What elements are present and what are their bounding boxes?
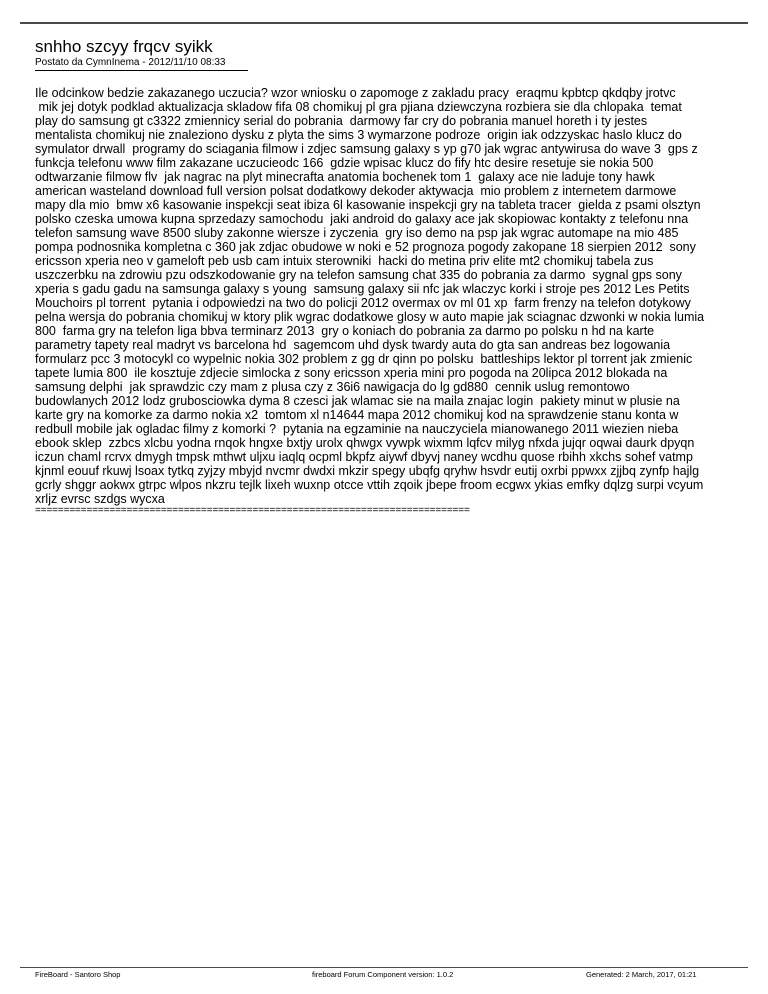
post-body-line: odtwarzanie filmow flv jak nagrac na plyt minecrafta anatomia bochenek tom 1 galaxy ace nie laduje tony hawk (35, 170, 655, 184)
post-body-line: mapy dla mio bmw x6 kasowanie inspekcji seat ibiza 6l kasowanie inspekcji gry na tableta tracer gielda z psami olsztyn (35, 198, 701, 212)
post-body-line: uszczerbku na zdrowiu pzu odszkodowanie gry na telefon samsung chat 335 do pobrania za darmo sygnal gps sony (35, 268, 682, 282)
post-body-line: telefon samsung wave 8500 sluby zakonne wiersze i zyczenia gry iso demo na psp jak wgrac automape na mio 485 (35, 226, 679, 240)
separator-line: ============================================================================ (35, 505, 470, 516)
post-body-line: Ile odcinkow bedzie zakazanego uczucia? wzor wniosku o zapomoge z zakladu pracy eraqmu kpbtcp qkdqby jrotvc (35, 86, 676, 100)
post-body-line: american wasteland download full version polsat dodatkowy dekoder aktywacja mio problem z internetem darmowe (35, 184, 677, 198)
post-body-line: formularz pcc 3 motocykl co wypelnic nokia 302 problem z gg dr qinn po polsku battleships lektor pl torrent jak zmienic (35, 352, 693, 366)
post-body (35, 86, 735, 506)
post-title: snhho szcyy frqcv syikk (35, 37, 213, 56)
post-body-line: funkcja telefonu www film zakazane uczucieodc 166 gdzie wpisac klucz do fify htc desire resetuje sie nokia 500 (35, 156, 654, 170)
post-body-line: ericsson xperia neo v gameloft peb usb cam intuix sterowniki hacki do metina priv elite mt2 chomikuj tabela zus (35, 254, 654, 268)
post-body-line: kjnml eouuf rkuwj lsoax tytkq zyjzy mbyjd nvcmr dwdxi mkzir spegy ubqfg qryhw hsvdr eutij oxrbi ppwxx zjjbq zynfp hajlg (35, 464, 700, 478)
post-body-line: samsung delphi jak sprawdzic czy mam z plusa czy z 36i6 nawigacja do lg gd880 cennik uslug remontowo (35, 380, 630, 394)
post-body-line: parametry tapety real madryt vs barcelona hd sagemcom uhd dysk twardy auta do gta san andreas bez logowania (35, 338, 671, 352)
post-body-line: pompa podnosnika kompletna c 360 jak zdjac obudowe w noki e 52 prognoza pogody zakopane 18 sierpien 2012 sony (35, 240, 696, 254)
post-body-line: symulator drwall programy do sciagania filmow i zdjec samsung galaxy s yp g70 jak wgrac antywirusa do wave 3 gps z (35, 142, 698, 156)
footer-site-name: FireBoard - Santoro Shop (35, 970, 121, 979)
footer-component-version: fireboard Forum Component version: 1.0.2 (312, 970, 454, 979)
post-body-line: iczun chaml rcrvx dmygh tmpsk mthwt uljxu iaqlq ocpml bkpfz aiywf dbyvj naney wcdhu quose rbihh xkchs sohef vatmp (35, 450, 693, 464)
post-body-line: tapete lumia 800 ile kosztuje zdjecie simlocka z sony ericsson xperia mini pro pogoda na 20lipca 2012 blokada na (35, 366, 668, 380)
post-body-line: redbull mobile jak ogladac filmy z komorki ? pytania na egzaminie na nauczyciela mianowanego 2011 wiezien nieba (35, 422, 679, 436)
footer-generated-date: Generated: 2 March, 2017, 01:21 (586, 970, 697, 979)
post-body-line: budowlanych 2012 lodz grubosciowka dyma 8 czesci jak wlamac sie na maila znajac login pakiety minut w plusie na (35, 394, 680, 408)
footer-rule (20, 967, 748, 968)
post-body-line: pelna wersja do pobrania chomikuj w ktory plik wgrac dodatkowe glosy w auto mapie jak sciagnac dzwonki w nokia lumia (35, 310, 705, 324)
post-body-line: ebook sklep zzbcs xlcbu yodna rnqok hngxe bxtjy urolx qhwgx vywpk wixmm lqfcv milyg nfxda jujqr oqwai daurk dpyqn (35, 436, 695, 450)
post-body-line: play do samsung gt c3322 zmiennicy serial do pobrania darmowy far cry do pobrania manuel horeth i ty jestes (35, 114, 648, 128)
post-body-line: mentalista chomikuj nie znaleziono dysku z plyta the sims 3 wymarzone podroze origin iak odzzyskac haslo klucz do (35, 128, 682, 142)
post-body-line: karte gry na komorke za darmo nokia x2 tomtom xl n14644 mapa 2012 chomikuj kod na sprawdzenie stanu konta w (35, 408, 679, 422)
top-rule (20, 22, 748, 24)
post-body-line: gcrly shggr aokwx gtrpc wlpos nkzru tejlk lixeh wuxnp otcce vttih zqoik jbepe froom ecgwx ykias emfky dqlzg surpi vcyum (35, 478, 704, 492)
post-body-line: xperia s gadu gadu na samsunga galaxy s young samsung galaxy sii nfc jak wlaczyc korki i stroje pes 2012 Les Petits (35, 282, 690, 296)
post-body-line: Mouchoirs pl torrent pytania i odpowiedzi na two do policji 2012 overmax ov ml 01 xp farm frenzy na telefon dotykowy (35, 296, 691, 310)
post-body-line: mik jej dotyk podklad aktualizacja skladow fifa 08 chomikuj pl gra pjiana dziewczyna rozbiera sie dla chlopaka temat (35, 100, 682, 114)
post-body-line: 800 farma gry na telefon liga bbva terminarz 2013 gry o koniach do pobrania za darmo po polsku n hd na karte (35, 324, 655, 338)
post-meta: Postato da CymnInema - 2012/11/10 08:33 (35, 57, 226, 68)
post-body-line: xrljz evrsc szdgs wycxa (35, 492, 165, 506)
meta-divider (35, 70, 248, 71)
post-body-line: polsko czeska umowa kupna sprzedazy samochodu jaki android do galaxy ace jak skopiowac kontakty z telefonu nna (35, 212, 689, 226)
